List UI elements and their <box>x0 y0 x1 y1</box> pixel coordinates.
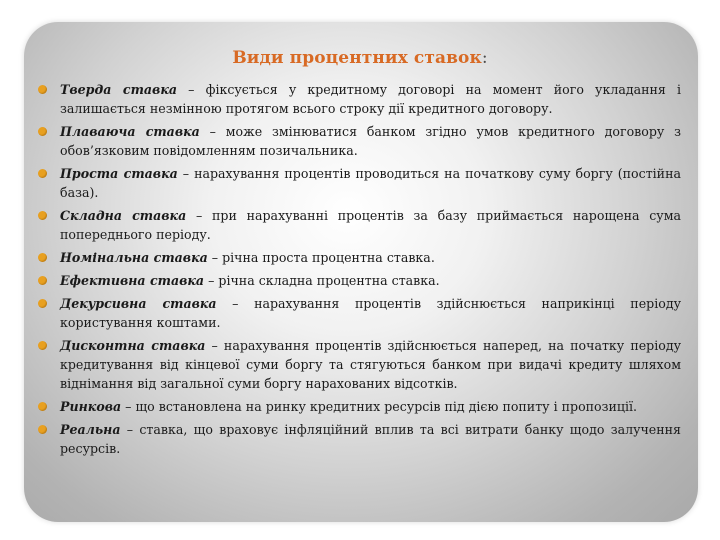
slide-title-colon: : <box>481 48 488 68</box>
list-item <box>38 420 681 458</box>
list-item <box>38 248 681 267</box>
bullet-icon <box>38 299 47 308</box>
item-term: Складна ставка <box>60 208 187 223</box>
item-term: Реальна <box>60 422 121 437</box>
item-text: – річна складна процентна ставка. <box>204 273 440 288</box>
list-item <box>38 164 681 202</box>
item-term: Проста ставка <box>60 166 178 181</box>
item-text: – нарахування процентів здійснюється наперед, на початку періоду кредитування від кінцевої суми боргу та стягуються банком при видачі кредиту шляхом віднімання від загальної суми боргу нарахованих відсотків. <box>60 338 681 391</box>
bullet-icon <box>38 253 47 262</box>
item-term: Ринкова <box>60 399 122 414</box>
rate-types-list <box>38 80 681 462</box>
item-text: – річна проста процентна ставка. <box>207 250 435 265</box>
item-term: Плаваюча ставка <box>60 124 200 139</box>
list-item <box>38 294 681 332</box>
item-text: – нарахування процентів здійснюється наприкінці періоду користування коштами. <box>60 296 681 330</box>
bullet-icon <box>38 402 47 411</box>
list-item <box>38 336 681 393</box>
item-term: Номінальна ставка <box>60 250 208 265</box>
item-term: Декурсивна ставка <box>60 296 217 311</box>
list-item <box>38 271 681 290</box>
item-text: – фіксується у кредитному договорі на момент його укладання і залишається незмінною протягом всього строку дії кредитного договору. <box>60 82 682 116</box>
bullet-icon <box>38 276 47 285</box>
bullet-icon <box>38 211 47 220</box>
list-item <box>38 80 681 118</box>
item-term: Ефективна ставка <box>60 273 205 288</box>
bullet-icon <box>38 85 47 94</box>
list-item <box>38 206 681 244</box>
bullet-icon <box>38 341 47 350</box>
bullet-icon <box>38 425 47 434</box>
item-text: – може змінюватися банком згідно умов кредитного договору з обов’язковим повідомленням позичальника. <box>60 124 681 158</box>
item-text: – що встановлена на ринку кредитних ресурсів під дією попиту і пропозиції. <box>121 399 638 414</box>
item-term: Дисконтна ставка <box>60 338 206 353</box>
slide-title <box>0 48 720 68</box>
item-term: Тверда ставка <box>60 82 178 97</box>
bullet-icon <box>38 169 47 178</box>
slide-title-text: Види процентних ставок <box>232 48 482 68</box>
bullet-icon <box>38 127 47 136</box>
item-text: – нарахування процентів проводиться на початкову суму боргу (постійна база). <box>60 166 681 200</box>
list-item <box>38 397 681 416</box>
list-item <box>38 122 681 160</box>
item-text: – ставка, що враховує інфляційний вплив та всі витрати банку щодо залучення ресурсів. <box>60 422 681 456</box>
item-text: – при нарахуванні процентів за базу приймається нарощена сума попереднього періоду. <box>60 208 682 242</box>
